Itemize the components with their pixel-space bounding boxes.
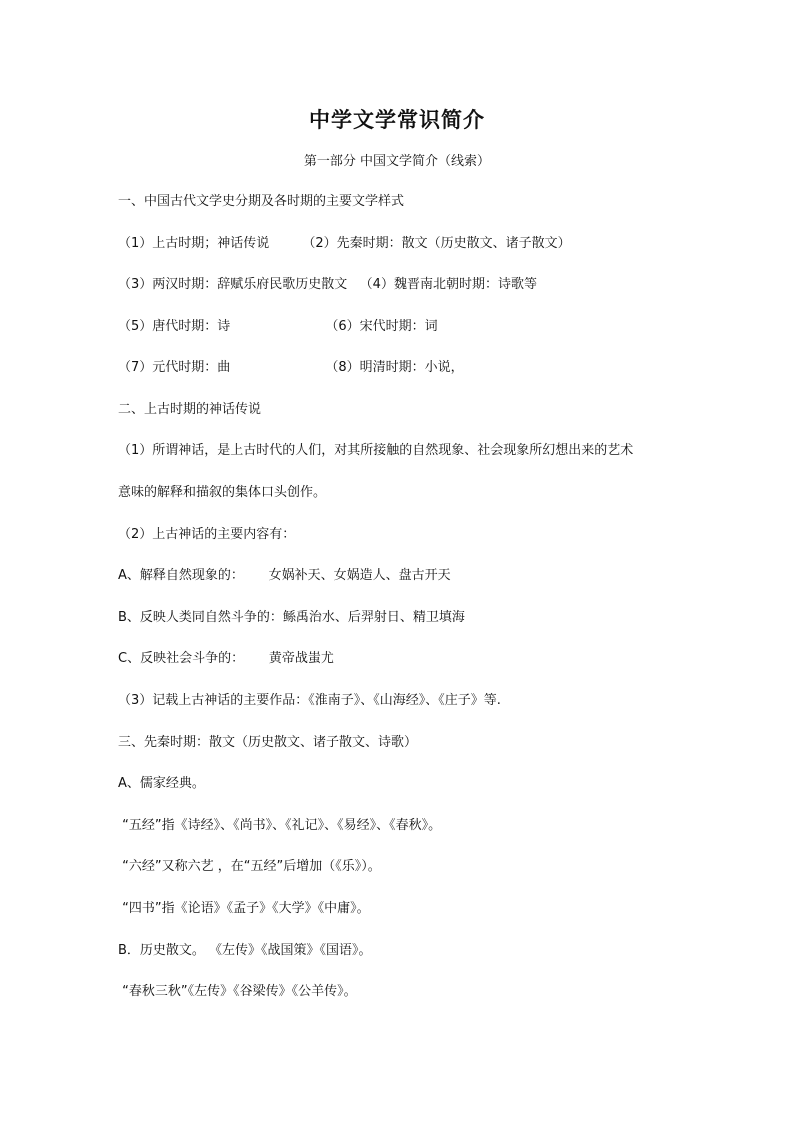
text-line: B、反映人类同自然斗争的：鲧禹治水、后羿射日、精卫填海 — [118, 610, 465, 625]
document-subtitle: 第一部分 中国文学简介（线索） — [303, 154, 491, 169]
text-line: 意味的解释和描叙的集体口头创作。 — [118, 485, 327, 500]
text-line: （7）元代时期：曲 （8）明清时期：小说， — [118, 360, 464, 375]
section-heading: 二、上古时期的神话传说 — [118, 402, 262, 417]
text-line: （3）记载上古神话的主要作品：《淮南子》、《山海经》、《庄子》等. — [118, 693, 501, 708]
text-line: “四书”指《论语》《孟子》《大学》《中庸》。 — [118, 901, 370, 916]
text-line: “春秋三秋”《左传》《谷梁传》《公羊传》。 — [118, 984, 357, 999]
text-line: （3）两汉时期：辞赋乐府民歌历史散文 （4）魏晋南北朝时期：诗歌等 — [118, 277, 537, 292]
text-line: A、儒家经典。 — [118, 776, 205, 791]
text-line: （2）上古神话的主要内容有： — [118, 527, 296, 542]
document-title: 中学文学常识简介 — [309, 108, 485, 132]
section-heading: 三、先秦时期：散文（历史散文、诸子散文、诗歌） — [118, 735, 418, 750]
text-line: （1）上古时期；神话传说 （2）先秦时期：散文（历史散文、诸子散文） — [118, 236, 571, 251]
text-line: C、反映社会斗争的： 黄帝战蚩尤 — [118, 651, 334, 666]
text-line: A、解释自然现象的： 女娲补天、女娲造人、盘古开天 — [118, 568, 451, 583]
text-line: （1）所谓神话，是上古时代的人们，对其所接触的自然现象、社会现象所幻想出来的艺术 — [118, 443, 634, 458]
text-line: （5）唐代时期：诗 （6）宋代时期：词 — [118, 319, 438, 334]
section-heading: 一、中国古代文学史分期及各时期的主要文学样式 — [118, 194, 405, 209]
text-line: “五经”指《诗经》、《尚书》、《礼记》、《易经》、《春秋》。 — [118, 818, 442, 833]
text-line: “六经”又称六艺 ，在“五经”后增加（《乐》）。 — [118, 859, 381, 874]
text-line: B．历史散文。 《左传》《战国策》《国语》。 — [118, 943, 372, 958]
